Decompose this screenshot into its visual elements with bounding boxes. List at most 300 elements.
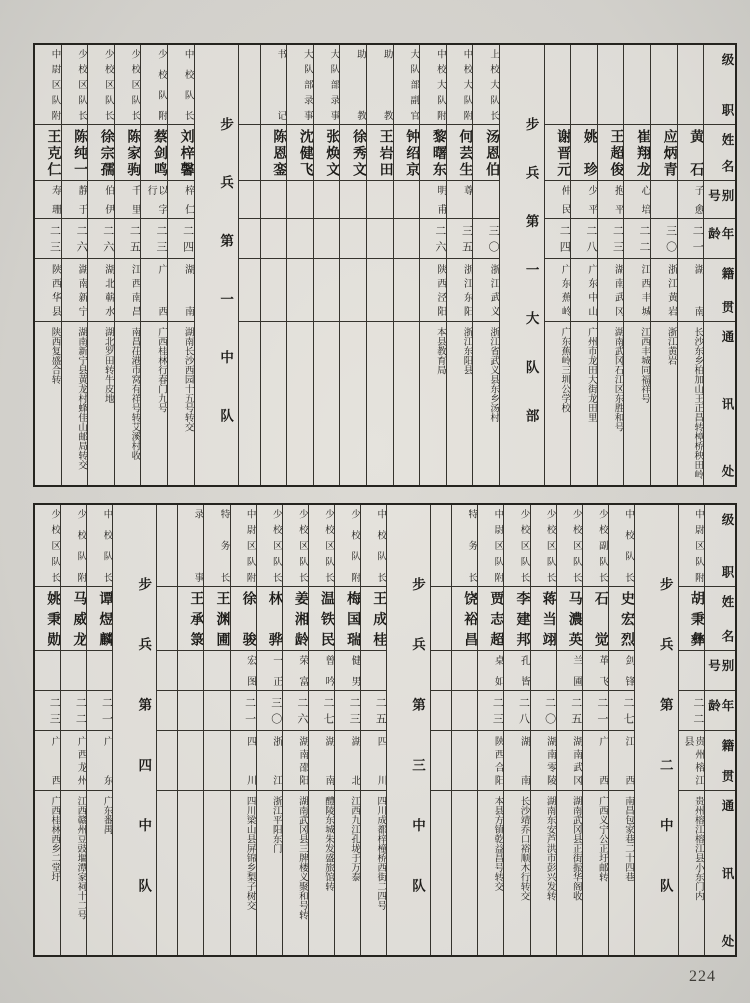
age-cell: 二一 (583, 691, 608, 731)
origin-cell: 陕西华县 (35, 259, 61, 322)
person-column (87, 45, 114, 485)
name-cell: 沈健飞 (287, 125, 313, 181)
age-cell: 二〇 (531, 691, 556, 731)
alias-cell: 明甫 (420, 181, 446, 219)
rank-cell: 少校区队长 (115, 45, 141, 125)
register-table-bottom (33, 503, 737, 957)
address-cell: 广州市龙田大街龙田里 (585, 327, 596, 422)
origin-cell (394, 259, 420, 322)
rank-cell: 中校队长 (87, 505, 112, 587)
age-cell (340, 219, 366, 259)
section-title-column (634, 505, 678, 955)
origin-cell: 湖南零陵 (531, 731, 556, 791)
address-cell: 广东蕉岭三圳公学校 (559, 327, 570, 413)
address-cell: 长沙东乡柏加山王正昌转樟桥秧田岭 (692, 327, 703, 479)
rank-cell: 中校队长 (609, 505, 634, 587)
rank-cell: 助教 (340, 45, 366, 125)
name-cell: 史宏烈 (609, 587, 634, 651)
alias-cell: 一正 (257, 651, 282, 691)
address-cell: 浙江省武义县东乡汤村 (488, 327, 499, 422)
rank-cell: 大队部副官 (394, 45, 420, 125)
section-title: 步兵第二中队 (657, 577, 673, 893)
rank-cell: 上校大队长 (473, 45, 499, 125)
person-column (140, 45, 167, 485)
address-cell: 广西桂林西乡二堂圩 (49, 796, 60, 882)
name-cell: 陈纯一 (62, 125, 88, 181)
address-cell: 浙江东阳县 (461, 327, 472, 375)
age-cell: 二一 (231, 691, 256, 731)
rank-cell: 中尉区队附 (35, 45, 61, 125)
rank-cell: 少校区队长 (531, 505, 556, 587)
section-title: 步兵第一中队 (218, 117, 234, 423)
name-cell: 饶裕昌 (452, 587, 477, 651)
name-cell: 何芸生 (447, 125, 473, 181)
name-cell: 李建邦 (504, 587, 529, 651)
person-column (582, 505, 608, 955)
alias-cell: 剑锋 (609, 651, 634, 691)
rank-cell: 少校区队长 (257, 505, 282, 587)
name-cell (431, 587, 451, 651)
age-cell: 二四 (545, 219, 571, 259)
header-rank-cell: 级职 (705, 505, 735, 587)
rank-cell: 少校区队长 (88, 45, 114, 125)
person-column (650, 45, 677, 485)
origin-cell: 浙江武义 (473, 259, 499, 322)
origin-cell: 湖南 (168, 259, 194, 322)
name-cell: 黎曙东 (420, 125, 446, 181)
address-cell: 江西丰城同福祥号 (639, 327, 650, 403)
rank-cell (624, 45, 650, 125)
name-cell: 王克仁 (35, 125, 61, 181)
alias-cell: 抱平 (598, 181, 624, 219)
name-cell: 石觉 (583, 587, 608, 651)
section-title-column (112, 505, 156, 955)
person-column (608, 505, 634, 955)
address-cell (314, 322, 340, 485)
origin-cell: 湖南邵阳 (283, 731, 308, 791)
name-cell: 汤恩伯 (473, 125, 499, 181)
alias-cell (87, 651, 112, 691)
origin-cell: 浙江 (257, 731, 282, 791)
age-cell (367, 219, 393, 259)
address-cell (204, 791, 229, 955)
person-column (286, 45, 313, 485)
alias-cell (261, 181, 287, 219)
age-cell: 二三 (35, 691, 60, 731)
rank-cell (545, 45, 571, 125)
name-cell: 王岩田 (367, 125, 393, 181)
header-age-cell: 年龄 (704, 219, 735, 259)
person-column (339, 45, 366, 485)
age-cell: 二六 (62, 219, 88, 259)
age-cell (157, 691, 177, 731)
age-cell: 二六 (283, 691, 308, 731)
person-column (446, 45, 473, 485)
rank-cell: 中校队长 (361, 505, 386, 587)
address-cell: 浙江平阳东门 (270, 796, 281, 853)
section-title: 步兵第三中队 (410, 577, 426, 893)
age-cell: 三〇 (257, 691, 282, 731)
person-column (177, 505, 203, 955)
age-cell: 二七 (609, 691, 634, 731)
address-cell: 广西桂林行春门九号 (155, 327, 166, 413)
person-column (114, 45, 141, 485)
person-column (597, 45, 624, 485)
section-title: 步兵第一大队部 (523, 117, 539, 423)
rank-cell: 大队部录事 (287, 45, 313, 125)
header-origin-cell: 籍贯 (704, 259, 735, 322)
origin-cell: 广西龙州 (61, 731, 86, 791)
age-cell: 二一 (87, 691, 112, 731)
rank-cell (678, 45, 704, 125)
rank-cell: 中尉区队附 (478, 505, 503, 587)
header-column (704, 505, 735, 955)
alias-cell (431, 651, 451, 691)
address-cell: 长沙靖乔口裕顺木行转交 (518, 796, 529, 901)
name-cell (239, 125, 259, 181)
alias-cell (204, 651, 229, 691)
address-cell (178, 791, 203, 955)
origin-cell: 浙江黄岩 (651, 259, 677, 322)
age-cell: 二三 (598, 219, 624, 259)
origin-cell (452, 731, 477, 791)
age-cell: 二五 (557, 691, 582, 731)
person-column (60, 505, 86, 955)
person-column (256, 505, 282, 955)
age-cell: 二三 (478, 691, 503, 731)
origin-cell (204, 731, 229, 791)
rank-cell: 录事 (178, 505, 203, 587)
age-cell: 二三 (141, 219, 167, 259)
person-column (308, 505, 334, 955)
name-cell: 王成桂 (361, 587, 386, 651)
origin-cell: 江西丰城 (624, 259, 650, 322)
name-cell: 林骅 (257, 587, 282, 651)
name-cell: 王承箓 (178, 587, 203, 651)
age-cell: 二二 (679, 691, 704, 731)
rank-cell: 少校区队长 (309, 505, 334, 587)
address-cell: 南昌包家巷二十四巷 (623, 796, 633, 882)
person-column (544, 45, 571, 485)
spacer-column (156, 505, 177, 955)
origin-cell: 湖南武冈 (598, 259, 624, 322)
alias-cell: 尊 (447, 181, 473, 219)
address-cell: 广东番禺 (101, 796, 112, 834)
person-column (61, 45, 88, 485)
address-cell: 广西义宁公正圩邮转 (596, 796, 607, 882)
origin-cell: 江西 (609, 731, 634, 791)
address-cell: 本县教育局 (434, 327, 445, 375)
rank-cell (651, 45, 677, 125)
alias-cell (394, 181, 420, 219)
person-column (203, 505, 229, 955)
age-cell (178, 691, 203, 731)
name-cell: 胡秉彝 (679, 587, 704, 651)
alias-cell: 子愈 (678, 181, 704, 219)
rank-cell: 少校队附 (335, 505, 360, 587)
person-column (393, 45, 420, 485)
age-cell: 二八 (504, 691, 529, 731)
person-column (451, 505, 477, 955)
header-address-cell: 通讯处 (720, 799, 734, 947)
name-cell: 姚珍 (571, 125, 597, 181)
alias-cell: 少平 (571, 181, 597, 219)
header-origin-cell: 籍贯 (705, 731, 735, 791)
header-address-cell: 通讯处 (720, 330, 734, 477)
alias-cell: 千里 (115, 181, 141, 219)
alias-cell (178, 651, 203, 691)
origin-cell (367, 259, 393, 322)
rank-cell: 中校大队附 (420, 45, 446, 125)
section-title-column (386, 505, 430, 955)
register-table-top (33, 43, 737, 487)
name-cell: 刘梓馨 (168, 125, 194, 181)
age-cell: 二二 (624, 219, 650, 259)
header-column (703, 45, 735, 485)
name-cell: 王渊圃 (204, 587, 229, 651)
person-column (35, 45, 61, 485)
page-number: 224 (689, 968, 716, 985)
section-title-column (194, 45, 239, 485)
alias-cell: 荣富 (283, 651, 308, 691)
age-cell (452, 691, 477, 731)
age-cell (239, 219, 259, 259)
address-cell: 醴陵东城朱发盛旅馆转 (323, 796, 334, 891)
person-column (678, 505, 704, 955)
origin-cell: 湖南 (309, 731, 334, 791)
age-cell (287, 219, 313, 259)
alias-cell (679, 651, 704, 691)
age-cell (261, 219, 287, 259)
address-cell: 四川成都梓橦桥西街二四号 (375, 796, 386, 910)
alias-cell: 革飞 (583, 651, 608, 691)
address-cell: 浙江黄岩 (665, 327, 676, 365)
header-age-cell: 年龄 (705, 691, 735, 731)
address-cell (239, 322, 259, 485)
alias-cell (314, 181, 340, 219)
origin-cell: 江西南昌 (115, 259, 141, 322)
age-cell: 二六 (88, 219, 114, 259)
origin-cell: 湖北 (335, 731, 360, 791)
name-cell: 贾志超 (478, 587, 503, 651)
rank-cell (157, 505, 177, 587)
name-cell: 黄石 (678, 125, 704, 181)
rank-cell: 少校队附 (61, 505, 86, 587)
address-cell: 湖南武冈县正街振华阁收 (570, 796, 581, 901)
person-column (35, 505, 60, 955)
alias-cell (531, 651, 556, 691)
rank-cell (431, 505, 451, 587)
name-cell: 蔡剑鸣 (141, 125, 167, 181)
name-cell: 应炳青 (651, 125, 677, 181)
address-cell (157, 791, 177, 955)
address-cell: 湖南长沙西园十五号转交 (182, 327, 193, 432)
rank-cell: 中尉区队附 (231, 505, 256, 587)
name-cell: 张焕文 (314, 125, 340, 181)
age-cell: 二七 (309, 691, 334, 731)
rank-cell: 中校队长 (168, 45, 194, 125)
address-cell: 江西九江孔垅于万泰 (349, 796, 360, 882)
address-cell: 陕西复盛合转 (49, 327, 60, 384)
alias-cell: 宏图 (231, 651, 256, 691)
origin-cell: 广东 (87, 731, 112, 791)
origin-cell: 湖北蕲水 (88, 259, 114, 322)
origin-cell (431, 731, 451, 791)
origin-cell: 广西 (35, 731, 60, 791)
person-column (677, 45, 704, 485)
name-cell: 崔翔龙 (624, 125, 650, 181)
name-cell: 徐秀文 (340, 125, 366, 181)
age-cell: 二六 (420, 219, 446, 259)
origin-cell: 四川 (361, 731, 386, 791)
rank-cell (598, 45, 624, 125)
age-cell: 二三 (335, 691, 360, 731)
name-cell (157, 587, 177, 651)
alias-cell (367, 181, 393, 219)
origin-cell: 广西 (141, 259, 167, 322)
alias-cell: 孔皆 (504, 651, 529, 691)
alias-cell: 心培 (624, 181, 650, 219)
name-cell: 谭煜麟 (87, 587, 112, 651)
person-column (366, 45, 393, 485)
age-cell (394, 219, 420, 259)
age-cell: 二二 (61, 691, 86, 731)
alias-cell (452, 651, 477, 691)
header-name-cell: 姓名 (705, 587, 735, 651)
alias-cell (157, 651, 177, 691)
person-column (282, 505, 308, 955)
origin-cell: 广东蕉岭 (545, 259, 571, 322)
person-column (530, 505, 556, 955)
person-column (167, 45, 194, 485)
address-cell (340, 322, 366, 485)
section-title-column (499, 45, 544, 485)
origin-cell: 广东中山 (571, 259, 597, 322)
person-column (260, 45, 287, 485)
rank-cell: 中校大队附 (447, 45, 473, 125)
age-cell: 三〇 (473, 219, 499, 259)
address-cell (261, 322, 287, 485)
name-cell: 钟绍京 (394, 125, 420, 181)
origin-cell (314, 259, 340, 322)
section-title: 步兵第四中队 (136, 577, 152, 893)
address-cell: 江西赣州豆豉塸潭家祠十二号 (75, 796, 86, 920)
person-column (623, 45, 650, 485)
person-column (313, 45, 340, 485)
alias-cell: 兰圃 (557, 651, 582, 691)
rank-cell: 少校区队长 (557, 505, 582, 587)
alias-cell: 梓仁 (168, 181, 194, 219)
age-cell (431, 691, 451, 731)
address-cell: 湖南武冈县三牌楼义聚和号转 (296, 796, 307, 920)
alias-cell: 桌如 (478, 651, 503, 691)
person-column (360, 505, 386, 955)
age-cell: 三〇 (651, 219, 677, 259)
address-cell: 湖南东安芦洪市彭兴发转 (544, 796, 555, 901)
person-column (503, 505, 529, 955)
address-cell (394, 322, 420, 485)
person-column (556, 505, 582, 955)
name-cell: 谢晋元 (545, 125, 571, 181)
rank-cell (239, 45, 259, 125)
name-cell: 马濃英 (557, 587, 582, 651)
person-column (472, 45, 499, 485)
alias-cell (61, 651, 86, 691)
alias-cell (239, 181, 259, 219)
origin-cell: 湖南武冈 (557, 731, 582, 791)
age-cell (314, 219, 340, 259)
origin-cell: 陕西合阳 (478, 731, 503, 791)
rank-cell: 少校区队长 (35, 505, 60, 587)
name-cell: 温铁民 (309, 587, 334, 651)
alias-cell: 曾吟 (309, 651, 334, 691)
rank-cell: 少校副队长 (583, 505, 608, 587)
name-cell: 徐骏 (231, 587, 256, 651)
name-cell: 陈家驹 (115, 125, 141, 181)
rank-cell: 特务长 (204, 505, 229, 587)
rank-cell: 书记 (261, 45, 287, 125)
age-cell: 二一 (678, 219, 704, 259)
rank-cell: 特务长 (452, 505, 477, 587)
alias-cell: 静于 (62, 181, 88, 219)
name-cell: 姚秉勋 (35, 587, 60, 651)
header-rank-cell: 级职 (704, 45, 735, 125)
address-cell: 贵州榕江榕江县小东门内 (692, 796, 703, 901)
address-cell: 湖北罗田转牛皮地 (102, 327, 113, 403)
origin-cell: 湖南 (504, 731, 529, 791)
rank-cell: 少校区队长 (283, 505, 308, 587)
alias-cell: 健男 (335, 651, 360, 691)
person-column (419, 45, 446, 485)
alias-cell (287, 181, 313, 219)
rank-cell: 中尉区队附 (679, 505, 704, 587)
alias-cell: 以字行 (141, 181, 167, 219)
origin-cell (340, 259, 366, 322)
name-cell: 马威龙 (61, 587, 86, 651)
rank-cell: 少校区队长 (62, 45, 88, 125)
person-column (86, 505, 112, 955)
header-name-cell: 姓名 (704, 125, 735, 181)
name-cell: 梅国瑞 (335, 587, 360, 651)
origin-cell: 湖南新宁 (62, 259, 88, 322)
age-cell: 三五 (447, 219, 473, 259)
rank-cell (571, 45, 597, 125)
header-alias-cell: 别号 (705, 651, 735, 691)
origin-cell (287, 259, 313, 322)
address-cell (367, 322, 393, 485)
person-column (477, 505, 503, 955)
age-cell: 二三 (35, 219, 61, 259)
origin-cell (261, 259, 287, 322)
alias-cell: 寿珊 (35, 181, 61, 219)
age-cell (204, 691, 229, 731)
person-column (230, 505, 256, 955)
person-column (334, 505, 360, 955)
address-cell: 南昌茌港市窝有祥号转艾溪村收 (129, 327, 140, 460)
name-cell: 姜湘龄 (283, 587, 308, 651)
rank-cell: 大队部录事 (314, 45, 340, 125)
address-cell: 四川梁山县屏锦乡梨子树交 (244, 796, 255, 910)
spacer-column (238, 45, 259, 485)
name-cell: 王超俊 (598, 125, 624, 181)
alias-cell (35, 651, 60, 691)
age-cell: 二四 (168, 219, 194, 259)
origin-cell: 湖南 (678, 259, 704, 322)
address-cell (287, 322, 313, 485)
origin-cell: 贵州榕江县 (679, 731, 704, 791)
address-cell: 湖南武冈石江区东胜和号 (612, 327, 623, 432)
address-cell: 湖南新宁县黄龙村蜂佳山邮局转交 (76, 327, 87, 470)
